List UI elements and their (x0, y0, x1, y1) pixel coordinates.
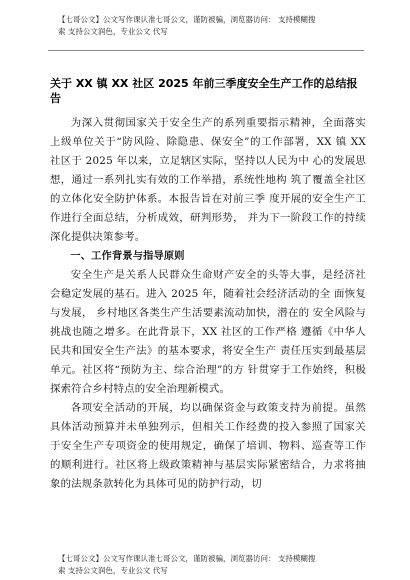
paragraph-background: 安全生产是关系人民群众生命财产安全的头等大事，是经济社会稳定发展的基石。进入 2025 年，随着社会经济活动的全 面恢复与发展， 乡村地区各类生产生活要素流动加快，潜在的 安全风险与挑战也随之增多。在此背景下，XX 社区的工作严格 遵循《中华人民共和国安全生产法》的基本要求，将安全生产 责任压实到最基层单元。社区将“预防为主、综合治理”的方 针贯穿于工作始终，积极探索符合乡村特点的安全治理新模式。 (50, 269, 366, 395)
header-line-1: 【七哥公文】公文写作课认准七哥公文，谨防被骗，浏览器访问： 支持模糊搜 (58, 15, 316, 24)
footer-line-1: 【七哥公文】公文写作课认准七哥公文，谨防被骗，浏览器访问： 支持模糊搜 (58, 554, 316, 563)
page-header-watermark (58, 14, 358, 38)
paragraph-funding: 各项安全活动的开展，均以确保资金与政策支持为前提。虽然具体活动预算并未单独列示，但相关工作经费的投入参照了国家关于安全生产专项资金的使用规定，确保了培训、物料、巡查等工作的顺利进行。社区将上级政策精神与基层实际紧密结合，力求将抽象的法规条款转化为具体可见的防护行动，切 (50, 402, 366, 490)
document-title: 关于 XX 镇 XX 社区 2025 年前三季度安全生产工作的总结报告 (50, 77, 358, 105)
header-line-2: 索 支持公文润色，专业公文 代写 (58, 27, 168, 36)
paragraph-intro: 为深入贯彻国家关于安全生产的系列重要指示精神，全面落实上级单位关于“防风险、除隐患、保安全”的工作部署，XX 镇 XX 社区于 2025 年以来，立足辖区实际，坚持以人民为中 心的发展思想，通过一系列扎实有效的工作举措，系统性地构 筑了覆盖全社区的立体化安全防护体系。本报告旨在对前三季 度开展的安全生产工作进行全面总结，分析成效，研判形势， 并为下一阶段工作的持续深化提供决策参考。 (50, 117, 366, 243)
page-footer-watermark (58, 553, 358, 577)
section-heading-1: 一、工作背景与指导原则 (70, 251, 185, 262)
document-body (50, 114, 366, 494)
header-divider (48, 50, 364, 51)
footer-line-2: 索 支持公文润色，专业公文 代写 (58, 566, 168, 575)
